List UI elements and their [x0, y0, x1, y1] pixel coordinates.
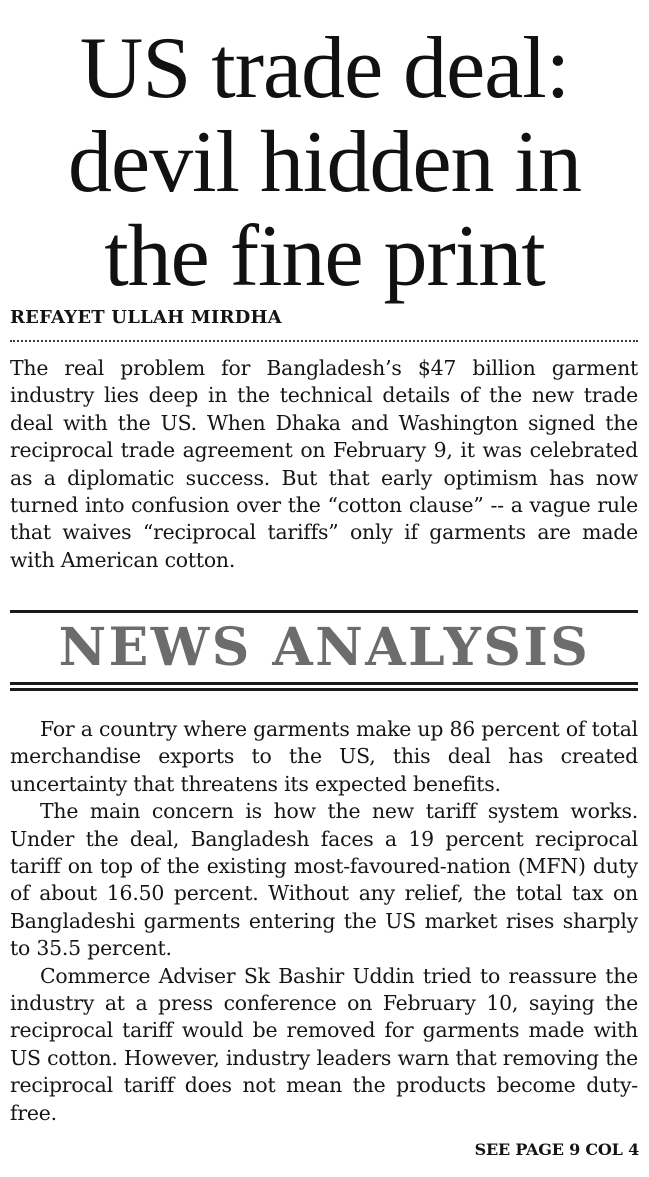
headline [0, 22, 649, 304]
dotted-divider [10, 340, 638, 342]
byline: REFAYET ULLAH MIRDHA [10, 307, 282, 328]
headline-line-3: the fine print [104, 208, 545, 305]
article-body [10, 716, 638, 1127]
body-paragraph-1: For a country where garments make up 86 percent of total merchandise exports to the US, this deal has created uncertainty that threatens its expected benefits. [10, 717, 638, 796]
banner-rule-top [10, 610, 638, 613]
continuation-jump-line[interactable]: SEE PAGE 9 COL 4 [474, 1140, 639, 1159]
section-banner: NEWS ANALYSIS [58, 617, 591, 678]
body-paragraph-3: Commerce Adviser Sk Bashir Uddin tried to reassure the industry at a press conference on February 10, saying the reciprocal tariff would be removed for garments made with US cotton. However, industry leaders warn that removing the reciprocal tariff does not mean the products become duty-free. [10, 963, 638, 1125]
intro-paragraph: The real problem for Bangladesh’s $47 billion garment industry lies deep in the technical details of the new trade deal with the US. When Dhaka and Washington signed the reciprocal trade agreement on February 9, it was celebrated as a diplomatic success. But that early optimism has now turned into confusion over the “cotton clause” -- a vague rule that waives “reciprocal tariffs” only if garments are made with American cotton. [10, 356, 638, 572]
banner-rule-bottom [10, 682, 638, 685]
banner-rule-bottom-second [10, 688, 638, 691]
body-paragraph-2: The main concern is how the new tariff system works. Under the deal, Bangladesh faces a 19 percent reciprocal tariff on top of the existing most-favoured-nation (MFN) duty of about 16.50 percent. Without any relief, the total tax on Bangladeshi garments entering the US market rises sharply to 35.5 percent. [10, 799, 638, 961]
headline-line-2: devil hidden in [68, 114, 581, 211]
headline-line-1: US trade deal: [79, 20, 570, 117]
